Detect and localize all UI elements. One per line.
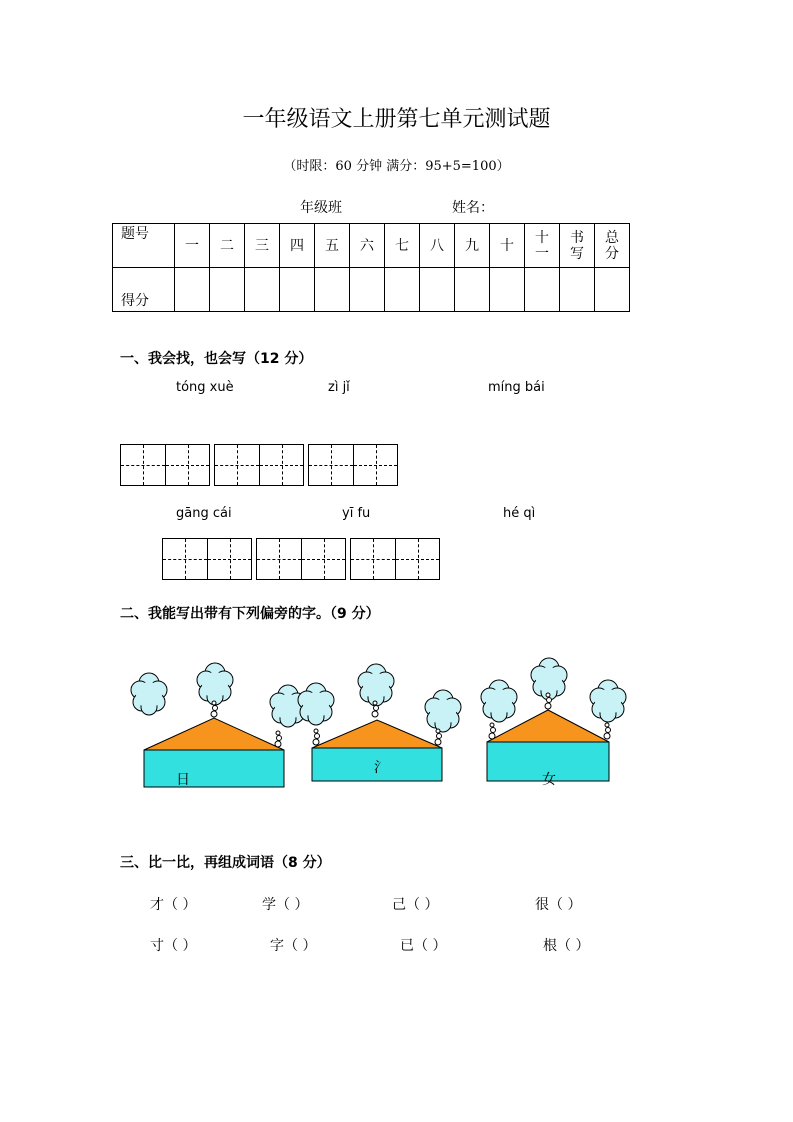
writing-cell[interactable] <box>257 539 301 579</box>
score-cell[interactable] <box>280 268 315 312</box>
question-number-cell: 七 <box>385 224 420 268</box>
pinyin-label: hé qì <box>503 506 536 521</box>
writing-grid[interactable] <box>162 538 252 580</box>
score-cell[interactable] <box>350 268 385 312</box>
pinyin-label: míng bái <box>488 380 545 395</box>
cloud-tree-icon <box>590 680 626 722</box>
score-cell[interactable] <box>385 268 420 312</box>
smoke-puff <box>276 731 280 735</box>
score-cell[interactable] <box>245 268 280 312</box>
exam-info: （时限：60 分钟 满分：95+5=100） <box>283 159 510 174</box>
question-number-cell: 九 <box>455 224 490 268</box>
writing-cell[interactable] <box>309 445 353 485</box>
score-cell[interactable] <box>560 268 595 312</box>
section1-heading: 一、我会找，也会写（12 分） <box>120 351 313 367</box>
radical-label: 日 <box>176 772 190 788</box>
smoke-puff <box>490 723 494 727</box>
writing-cell[interactable] <box>259 445 303 485</box>
word-blank[interactable]: 学（ ） <box>262 897 309 913</box>
question-number-cell: 书 写 <box>560 224 595 268</box>
cloud-tree-icon <box>358 664 394 706</box>
word-blank[interactable]: 字（ ） <box>270 938 317 954</box>
section2-heading: 二、我能写出带有下列偏旁的字。（9 分） <box>120 606 380 622</box>
word-blank[interactable]: 寸（ ） <box>150 938 197 954</box>
writing-grid[interactable] <box>350 538 440 580</box>
writing-cell[interactable] <box>121 445 165 485</box>
score-cell[interactable] <box>525 268 560 312</box>
smoke-puff <box>213 706 218 711</box>
word-blank[interactable]: 很（ ） <box>535 897 582 913</box>
page-title: 一年级语文上册第七单元测试题 <box>242 107 551 132</box>
smoke-puff <box>547 698 552 703</box>
question-number-cell: 总 分 <box>595 224 630 268</box>
house-roof <box>312 720 442 748</box>
cloud-tree-icon <box>131 673 167 715</box>
name-label: 姓名： <box>452 200 494 216</box>
pinyin-label: yī fu <box>342 506 371 521</box>
score-cell[interactable] <box>315 268 350 312</box>
writing-cell[interactable] <box>353 445 397 485</box>
question-number-cell: 十 <box>490 224 525 268</box>
smoke-puff <box>546 693 550 697</box>
row-label-question: 题号 <box>113 224 175 268</box>
pinyin-label: zì jǐ <box>328 380 350 395</box>
writing-grid[interactable] <box>256 538 346 580</box>
question-number-cell: 四 <box>280 224 315 268</box>
score-cell[interactable] <box>595 268 630 312</box>
question-number-cell: 八 <box>420 224 455 268</box>
smoke-puff <box>489 733 495 739</box>
radical-label: 女 <box>542 772 556 788</box>
score-table-header-row <box>113 224 630 268</box>
score-cell[interactable] <box>175 268 210 312</box>
score-cell[interactable] <box>210 268 245 312</box>
smoke-puff <box>275 741 281 747</box>
writing-cell[interactable] <box>215 445 259 485</box>
writing-cell[interactable] <box>165 445 209 485</box>
smoke-puff <box>435 739 441 745</box>
word-blank[interactable]: 已（ ） <box>400 938 447 954</box>
question-number-cell: 三 <box>245 224 280 268</box>
question-number-cell: 一 <box>175 224 210 268</box>
smoke-puff <box>605 723 609 727</box>
writing-cell[interactable] <box>351 539 395 579</box>
word-blank[interactable]: 根（ ） <box>543 938 590 954</box>
writing-cell[interactable] <box>163 539 207 579</box>
smoke-puff <box>211 711 217 717</box>
question-number-cell: 十 一 <box>525 224 560 268</box>
smoke-puff <box>436 729 440 733</box>
score-cell[interactable] <box>490 268 525 312</box>
cloud-tree-icon <box>425 690 461 732</box>
smoke-puff <box>374 706 379 711</box>
word-blank[interactable]: 己（ ） <box>392 897 439 913</box>
writing-cell[interactable] <box>301 539 345 579</box>
cloud-tree-icon <box>298 683 334 725</box>
question-number-cell: 六 <box>350 224 385 268</box>
writing-grid[interactable] <box>308 444 398 486</box>
score-cell[interactable] <box>455 268 490 312</box>
writing-grid[interactable] <box>214 444 304 486</box>
smoke-puff <box>313 739 319 745</box>
score-table <box>112 223 630 312</box>
smoke-puff <box>373 701 377 705</box>
writing-grid[interactable] <box>120 444 210 486</box>
smoke-puff <box>212 701 216 705</box>
smoke-puff <box>606 728 611 733</box>
cloud-tree-icon <box>481 680 517 722</box>
house-roof <box>144 718 284 750</box>
smoke-puff <box>437 734 442 739</box>
smoke-puff <box>604 733 610 739</box>
writing-cell[interactable] <box>395 539 439 579</box>
smoke-puff <box>314 729 318 733</box>
smoke-puff <box>372 711 378 717</box>
smoke-puff <box>491 728 496 733</box>
row-label-score: 得分 <box>113 268 175 312</box>
pinyin-label: tóng xuè <box>176 380 234 395</box>
section3-heading: 三、比一比，再组成词语（8 分） <box>120 855 331 871</box>
smoke-puff <box>277 736 282 741</box>
score-table-score-row <box>113 268 630 312</box>
question-number-cell: 二 <box>210 224 245 268</box>
score-cell[interactable] <box>420 268 455 312</box>
smoke-puff <box>315 734 320 739</box>
pinyin-label: gāng cái <box>176 506 232 521</box>
word-blank[interactable]: 才（ ） <box>150 897 197 913</box>
writing-cell[interactable] <box>207 539 251 579</box>
radical-label: 氵 <box>374 760 388 776</box>
house-wall <box>144 750 284 787</box>
cloud-tree-icon <box>197 663 233 705</box>
question-number-cell: 五 <box>315 224 350 268</box>
smoke-puff <box>545 703 551 709</box>
class-label: 年级班 <box>300 200 342 216</box>
